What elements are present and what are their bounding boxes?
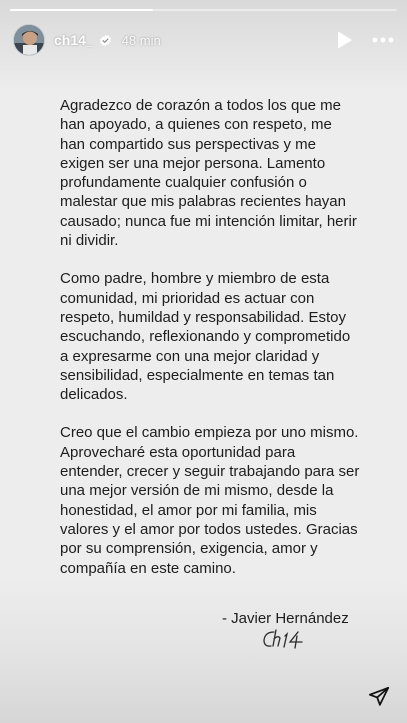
username[interactable]: ch14_ [54, 32, 94, 48]
statement-letter [60, 96, 360, 597]
share-button[interactable] [367, 685, 391, 709]
more-options-button[interactable] [371, 29, 395, 51]
avatar[interactable] [13, 24, 45, 56]
letter-paragraph: Agradezco de corazón a todos los que me han apoyado, a quienes con respeto, me han compartido sus perspectivas y me exigen ser una mejor persona. Lamento profundamente cualquier confusión o malestar que mis palabras recientes hayan causado; nunca fue mi intención limitar, herir ni dividir. [60, 97, 357, 250]
play-icon [336, 31, 352, 49]
story-progress-fill [10, 9, 153, 11]
verified-badge-icon [99, 34, 112, 47]
story-timestamp: 48 min [121, 32, 161, 48]
send-icon [368, 686, 390, 708]
letter-paragraph: Creo que el cambio empieza por uno mismo. Aprovecharé esta oportunidad para entender, crecer y seguir trabajando para ser una mejor versión de mi mismo, desde la honestidad, el amor por mi familia, mis valores y el amor por todos ustedes. Gracias por su comprensión, exigencia, amor y compañía en este camino. [60, 424, 360, 577]
story-header [13, 22, 395, 58]
letter-paragraph: Como padre, hombre y miembro de esta comunidad, mi prioridad es actuar con respeto, humildad y responsabilidad. Estoy escuchando, reflexionando y comprometido a expresarme con una mejor claridad y sensibilidad, especialmente en temas tan delicados. [60, 270, 351, 404]
play-button[interactable] [333, 29, 355, 51]
signature-name: - Javier Hernández [222, 610, 349, 627]
profile-photo-icon [14, 25, 44, 55]
story-progress-bar [10, 9, 397, 11]
handwritten-signature [262, 627, 310, 656]
more-icon [372, 37, 394, 43]
